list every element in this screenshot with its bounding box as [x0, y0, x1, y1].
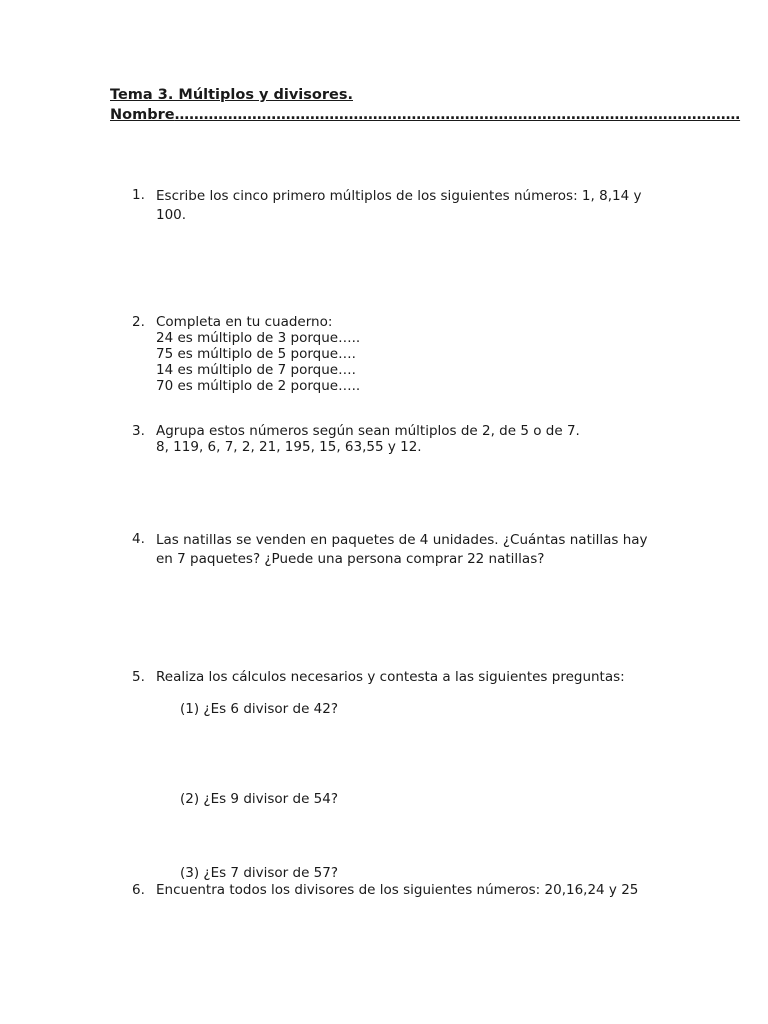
question-number: 5. — [132, 669, 145, 685]
question-line: Agrupa estos números según sean múltiplos de 2, de 5 o de 7. — [156, 423, 580, 439]
question-number: 6. — [132, 882, 145, 898]
sub-question-3: (3) ¿Es 7 divisor de 57? — [180, 865, 339, 881]
worksheet-title: Tema 3. Múltiplos y divisores. — [110, 87, 353, 103]
question-3 — [132, 423, 672, 455]
question-text: Las natillas se venden en paquetes de 4 unidades. ¿Cuántas natillas hay en 7 paquetes? ¿Puede una persona comprar 22 natillas? — [156, 532, 648, 567]
question-2 — [132, 314, 672, 394]
question-line: 8, 119, 6, 7, 2, 21, 195, 15, 63,55 y 12. — [156, 439, 422, 455]
question-text: Escribe los cinco primero múltiplos de los siguientes números: 1, 8,14 y 100. — [156, 188, 642, 223]
question-line: 75 es múltiplo de 5 porque…. — [156, 346, 356, 362]
question-line: 70 es múltiplo de 2 porque….. — [156, 378, 361, 394]
question-4 — [132, 531, 672, 569]
sub-question-1: (1) ¿Es 6 divisor de 42? — [180, 701, 339, 717]
question-line: Completa en tu cuaderno: — [156, 314, 333, 330]
question-5 — [132, 669, 672, 685]
name-field — [110, 105, 741, 125]
sub-question-2: (2) ¿Es 9 divisor de 54? — [180, 791, 339, 807]
question-text: Realiza los cálculos necesarios y contesta a las siguientes preguntas: — [156, 669, 625, 685]
question-6 — [132, 882, 672, 899]
question-number: 4. — [132, 531, 145, 547]
question-line: 14 es múltiplo de 7 porque…. — [156, 362, 356, 378]
question-text: Encuentra todos los divisores de los siguientes números: 20,16,24 y 25 — [156, 882, 639, 898]
question-number: 1. — [132, 187, 145, 203]
question-1 — [132, 187, 672, 225]
question-number: 2. — [132, 314, 145, 330]
question-number: 3. — [132, 423, 145, 439]
question-line: 24 es múltiplo de 3 porque….. — [156, 330, 361, 346]
name-dots: ……………………………………………………………………………………………………… — [174, 107, 741, 123]
name-label: Nombre — [110, 107, 175, 123]
worksheet-header — [110, 85, 741, 125]
